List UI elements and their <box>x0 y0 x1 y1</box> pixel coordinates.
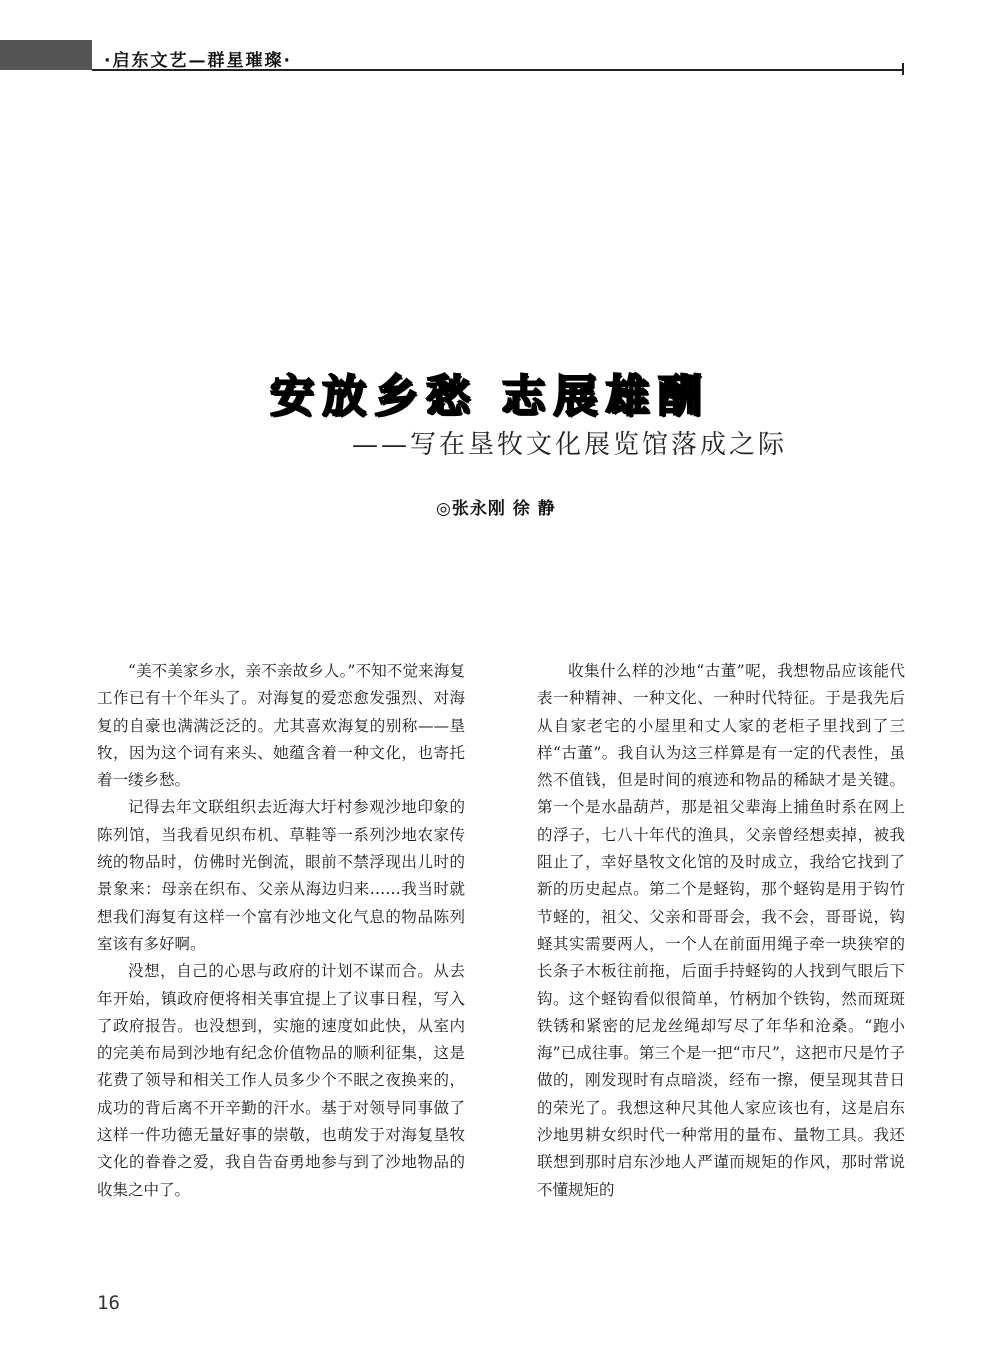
paragraph: 收集什么样的沙地“古董”呢，我想物品应该能代表一种精神、一种文化、一种时代特征。于是我先后从自家老宅的小屋里和丈人家的老柜子里找到了三样“古董”。我自认为这三样算是有一定的代表性，虽然不值钱，但是时间的痕迹和物品的稀缺才是关键。第一个是水晶葫芦，那是祖父辈海上捕鱼时系在网上的浮子，七八十年代的渔具，父亲曾经想卖掉，被我阻止了，幸好垦牧文化馆的及时成立，我给它找到了新的历史起点。第二个是蛏钩，那个蛏钩是用于钩竹节蛏的，祖父、父亲和哥哥会，我不会，哥哥说，钩蛏其实需要两人，一个人在前面用绳子牵一块狭窄的长条子木板往前拖，后面手持蛏钩的人找到气眼后下钩。这个蛏钩看似很简单，竹柄加个铁钩，然而斑斑铁锈和紧密的尼龙丝绳却写尽了年华和沧桑。“跑小海”已成往事。第三个是一把“市尺”，这把市尺是竹子做的，刚发现时有点暗淡，经布一擦，便呈现其昔日的荣光了。我想这种尺其他人家应该也有，这是启东沙地男耕女织时代一种常用的量布、量物工具。我还联想到那时启东沙地人严谨而规矩的作风，那时常说不懂规矩的 <box>537 662 905 1199</box>
paragraph: 记得去年文联组织去近海大圩村参观沙地印象的陈列馆，当我看见织布机、草鞋等一系列沙地农家传统的物品时，仿佛时光倒流，眼前不禁浮现出儿时的景象来：母亲在织布、父亲从海边归来……我当时就想我们海复有这样一个富有沙地文化气息的物品陈列室该有多好啊。 <box>97 798 465 953</box>
article-authors: ◎张永刚 徐 静 <box>436 499 556 519</box>
page-number: 16 <box>97 1292 120 1314</box>
paragraph: “美不美家乡水，亲不亲故乡人。”不知不觉来海复工作已有十个年头了。对海复的爱恋愈发强烈、对海复的自豪也满满泛泛的。尤其喜欢海复的别称——垦牧，因为这个词有来头、她蕴含着一种文化，也寄托着一缕乡愁。 <box>97 662 465 790</box>
article-subtitle: ——写在垦牧文化展览馆落成之际 <box>352 430 788 460</box>
body-column-right <box>537 658 905 1204</box>
section-label: ·启东文艺—群星璀璨· <box>104 51 292 71</box>
header-rule-end <box>902 63 904 75</box>
header-bar-block <box>0 40 92 70</box>
body-column-left <box>97 658 465 1204</box>
article-title: 安放乡愁 志展雄酬 <box>270 371 710 422</box>
paragraph: 没想，自己的心思与政府的计划不谋而合。从去年开始，镇政府便将相关事宜提上了议事日程，写入了政府报告。也没想到，实施的速度如此快，从室内的完美布局到沙地有纪念价值物品的顺利征集，这是花费了领导和相关工作人员多少个不眠之夜换来的，成功的背后离不开辛勤的汗水。基于对领导同事做了这样一件功德无量好事的崇敬，也萌发于对海复垦牧文化的眷眷之爱，我自告奋勇地参与到了沙地物品的收集之中了。 <box>97 962 465 1199</box>
